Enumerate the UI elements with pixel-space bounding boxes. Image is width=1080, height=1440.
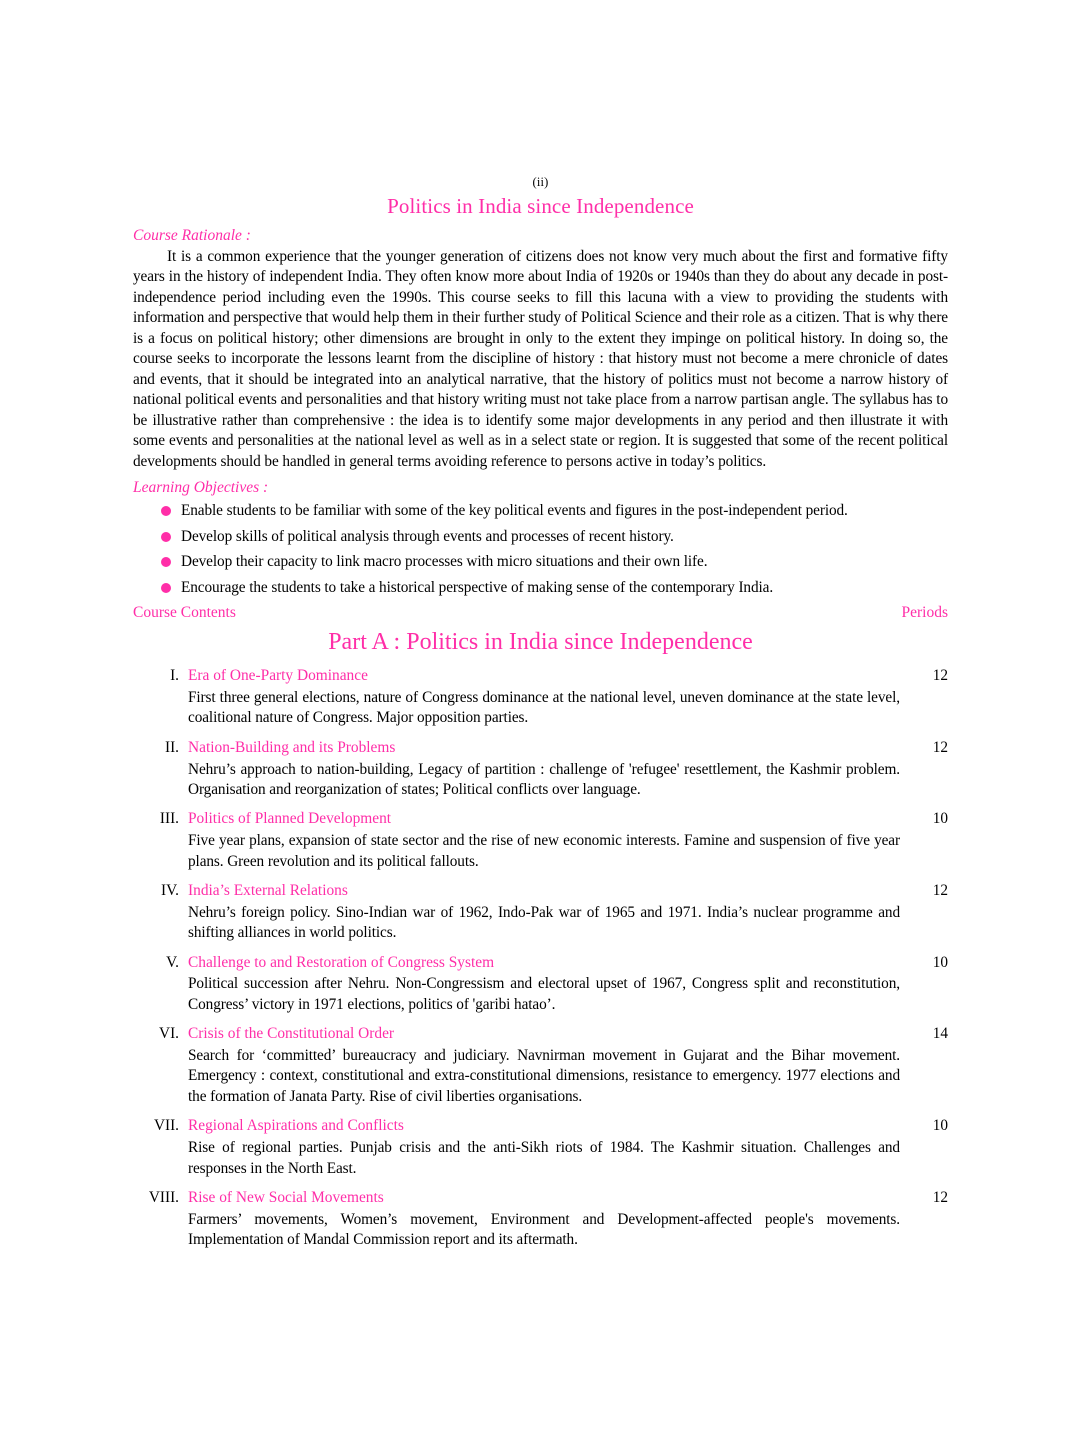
unit-description: Farmers’ movements, Women’s movement, Environment and Development-affected people's movements. Implementation of Mandal Commission report and its aftermath. — [188, 1210, 900, 1249]
table-row — [133, 953, 948, 1016]
unit-heading: Nation-Building and its Problems — [188, 738, 396, 756]
unit-body — [188, 1116, 900, 1179]
unit-body — [188, 666, 900, 729]
unit-periods: 12 — [932, 1189, 948, 1207]
unit-numeral: VII. — [153, 1117, 179, 1135]
row-spacer — [133, 1179, 948, 1188]
unit-description: Nehru’s approach to nation-building, Legacy of partition : challenge of 'refugee' resettlement, the Kashmir problem. Organisation and reorganization of states; Political conflicts over language. — [188, 760, 900, 798]
unit-periods: 14 — [932, 1025, 948, 1043]
unit-periods: 12 — [932, 667, 948, 685]
learning-objectives-list — [133, 501, 948, 598]
bullet-icon — [161, 583, 171, 593]
course-contents-bar — [133, 604, 948, 624]
unit-heading: Crisis of the Constitutional Order — [188, 1025, 395, 1043]
learning-objectives-label: Learning Objectives : — [133, 479, 269, 497]
table-row — [133, 881, 948, 944]
course-contents-label: Course Contents — [133, 604, 236, 622]
bullet-icon — [161, 506, 171, 516]
unit-periods: 10 — [932, 810, 948, 828]
course-rationale-paragraph — [133, 247, 948, 472]
row-spacer — [133, 1107, 948, 1116]
page-number: (ii) — [532, 175, 549, 189]
bullet-icon — [161, 532, 171, 542]
unit-description: Five year plans, expansion of state sector and the rise of new economic interests. Famine and suspension of five year plans. Green revolution and its political fallouts. — [188, 832, 900, 870]
list-item — [133, 527, 948, 547]
unit-heading: Politics of Planned Development — [188, 810, 392, 828]
syllabus-units-table — [133, 666, 948, 1250]
unit-numeral: IV. — [161, 882, 179, 900]
unit-description: Political succession after Nehru. Non-Congressism and electoral upset of 1967, Congress split and reconstitution, Congress’ victory in 1971 elections, politics of 'garibi hatao’. — [188, 975, 900, 1013]
table-row — [133, 1188, 948, 1251]
unit-numeral: II. — [164, 738, 179, 756]
table-row — [133, 738, 948, 801]
unit-numeral: III. — [159, 810, 179, 828]
unit-heading: India’s External Relations — [188, 882, 348, 900]
table-row — [133, 1116, 948, 1179]
unit-description: Search for ‘committed’ bureaucracy and judiciary. Navnirman movement in Gujarat and the Bihar movement. Emergency : context, constitutional and extra-constitutional dimensions, resistance to emergency. 1977 elections and the formation of Janata Party. Rise of civil liberties organisations. — [188, 1046, 900, 1105]
course-rationale-text: It is a common experience that the younger generation of citizens does not know very much about the first and formative fifty years in the history of independent India. They often know more about India of 1920s or 1940s than they do about any decade in post-independence period including even the 1990s. This course seeks to fill this lacuna with a view to providing the students with information and perspective that would help them in their further study of Political Science and their role as a citizen. That is why there is a focus on political history; other dimensions are brought in only to the extent they impinge on political history. In doing so, the course seeks to incorporate the lessons learnt from the discipline of history : that history must not become a mere chronicle of dates and events, that it should be integrated into an analytical narrative, that the history of politics must not become a narrow history of national political events and personalities and that history writing must not take place from a narrow partisan angle. The syllabus has to be illustrative rather than comprehensive : the idea is to identify some major developments in any period and then illustrate it with some events and personalities at the national level as well as in a select state or region. It is suggested that some of the recent political developments should be handled in general terms avoiding reference to persons active in today’s politics. — [133, 248, 949, 470]
page-title: Politics in India since Independence — [387, 194, 694, 218]
unit-heading: Regional Aspirations and Conflicts — [188, 1117, 404, 1135]
unit-body — [188, 953, 900, 1016]
unit-description: First three general elections, nature of Congress dominance at the national level, uneven dominance at the state level, coalitional nature of Congress. Major opposition parties. — [188, 688, 900, 727]
unit-description: Nehru’s foreign policy. Sino-Indian war of 1962, Indo-Pak war of 1965 and 1971. India’s nuclear programme and shifting alliances in world politics. — [188, 903, 900, 942]
unit-numeral: V. — [166, 953, 179, 971]
objective-text: Encourage the students to take a historical perspective of making sense of the contemporary India. — [181, 578, 774, 596]
unit-body — [188, 1188, 900, 1251]
unit-body — [188, 738, 900, 801]
unit-periods: 10 — [932, 953, 948, 971]
unit-numeral: VI. — [159, 1025, 179, 1043]
unit-description: Rise of regional parties. Punjab crisis and the anti-Sikh riots of 1984. The Kashmir situation. Challenges and responses in the North East. — [188, 1139, 900, 1177]
unit-body — [188, 881, 900, 944]
objective-text: Develop skills of political analysis through events and processes of recent history. — [181, 527, 674, 545]
page-content — [133, 175, 948, 1251]
unit-numeral: VIII. — [148, 1189, 179, 1207]
unit-heading: Rise of New Social Movements — [188, 1189, 384, 1207]
unit-body — [188, 1024, 900, 1107]
unit-heading: Era of One-Party Dominance — [188, 667, 368, 685]
table-row — [133, 809, 948, 872]
unit-heading: Challenge to and Restoration of Congress System — [188, 953, 495, 971]
unit-numeral: I. — [170, 667, 179, 685]
row-spacer — [133, 729, 948, 738]
row-spacer — [133, 944, 948, 953]
row-spacer — [133, 872, 948, 881]
unit-periods: 12 — [932, 882, 948, 900]
table-row — [133, 1024, 948, 1107]
row-spacer — [133, 1015, 948, 1024]
list-item — [133, 501, 948, 521]
list-item — [133, 552, 948, 572]
row-spacer — [133, 800, 948, 809]
unit-periods: 10 — [932, 1117, 948, 1135]
table-row — [133, 666, 948, 729]
objective-text: Enable students to be familiar with some of the key political events and figures in the post-independent period. — [181, 502, 848, 520]
list-item — [133, 578, 948, 598]
bullet-icon — [161, 557, 171, 567]
unit-body — [188, 809, 900, 872]
part-a-title: Part A : Politics in India since Independence — [328, 629, 753, 656]
course-rationale-label: Course Rationale : — [133, 227, 251, 244]
unit-periods: 12 — [932, 738, 948, 756]
objective-text: Develop their capacity to link macro processes with micro situations and their own life. — [181, 553, 708, 571]
periods-label: Periods — [901, 604, 948, 622]
